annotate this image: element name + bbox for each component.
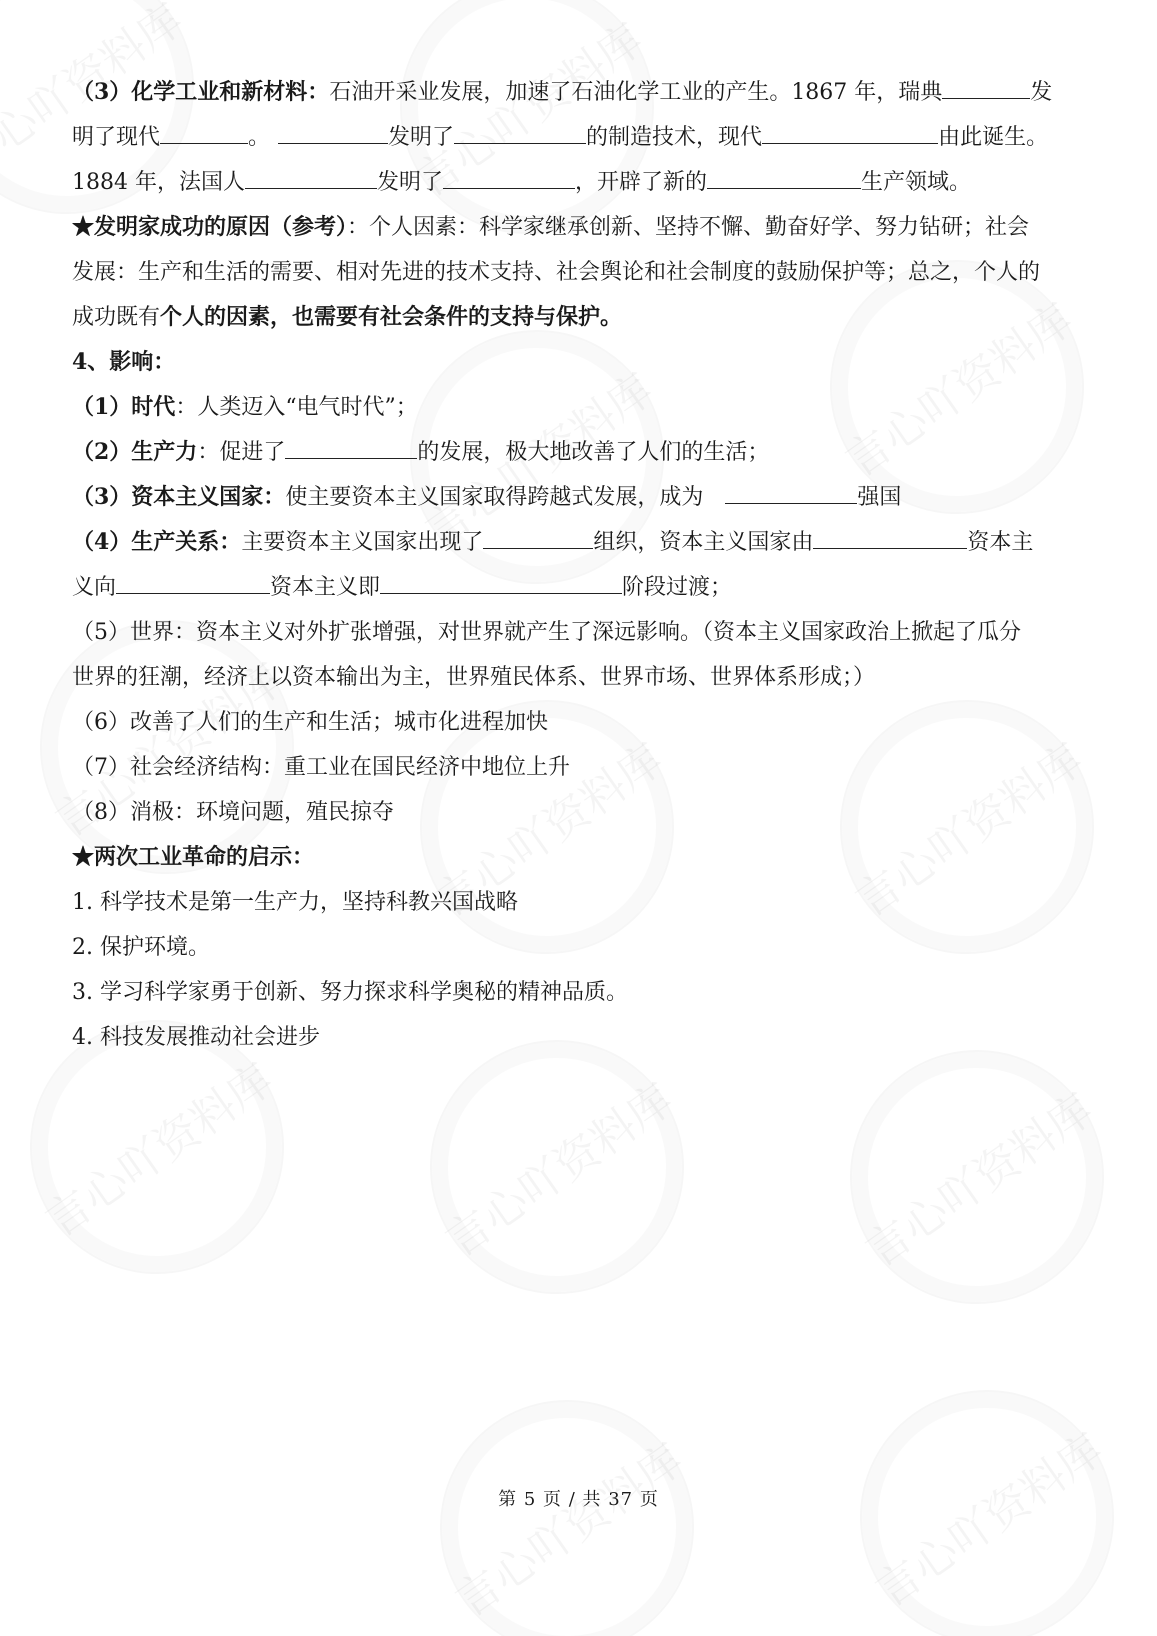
- fill-blank[interactable]: [942, 76, 1030, 99]
- text: ，开辟了新的: [575, 170, 708, 195]
- fill-blank[interactable]: [454, 121, 586, 144]
- list-item: [72, 925, 1092, 970]
- text: 由此诞生。: [938, 125, 1049, 150]
- text: 强国: [857, 485, 902, 510]
- text: 的发展，极大地改善了人们的生活；: [417, 440, 770, 465]
- page-footer: 第 5 页 / 共 37 页: [498, 1489, 659, 1510]
- fill-blank[interactable]: [285, 436, 417, 459]
- impact-item: [72, 610, 1092, 655]
- text: 资本主: [967, 530, 1034, 555]
- fill-blank[interactable]: [725, 481, 857, 504]
- list-item: [72, 970, 1092, 1015]
- fill-blank[interactable]: [380, 571, 622, 594]
- text: 发明了: [388, 125, 455, 150]
- impact-item: [72, 700, 1092, 745]
- paragraph-line: [72, 565, 1092, 610]
- text: 生产领域。: [861, 170, 972, 195]
- lessons-heading: [72, 835, 1092, 880]
- text: 组织，资本主义国家由: [593, 530, 814, 555]
- section-heading: ★发明家成功的原因（参考）: [72, 214, 348, 240]
- emphasis-text: 个人的因素，也需要有社会条件的支持与保护。: [160, 304, 623, 330]
- fill-blank[interactable]: [245, 166, 377, 189]
- text: （5）世界：资本主义对外扩张增强，对世界就产生了深远影响。（资本主义国家政治上掀起了瓜分: [72, 620, 1022, 645]
- fill-blank[interactable]: [762, 121, 938, 144]
- section-heading: 4、影响：: [72, 349, 176, 375]
- text: ：个人因素：科学家继承创新、坚持不懈、勤奋好学、努力钻研；社会: [347, 215, 1030, 240]
- paragraph-line: [72, 250, 1092, 295]
- text: 3. 学习科学家勇于创新、努力探求科学奥秘的精神品质。: [72, 980, 628, 1005]
- section-heading: （3）化学工业和新材料：: [72, 79, 330, 105]
- text: 资本主义即: [270, 575, 381, 600]
- impact-item: [72, 520, 1092, 565]
- fill-blank[interactable]: [707, 166, 861, 189]
- paragraph-line: [72, 115, 1092, 160]
- text: 4. 科技发展推动社会进步: [72, 1025, 320, 1050]
- text: 发: [1030, 80, 1053, 105]
- item-heading: （4）生产关系：: [72, 529, 242, 555]
- fill-blank[interactable]: [483, 526, 593, 549]
- impact-item: [72, 745, 1092, 790]
- text: 2. 保护环境。: [72, 935, 210, 960]
- fill-blank[interactable]: [443, 166, 575, 189]
- text: （8）消极：环境问题，殖民掠夺: [72, 800, 394, 825]
- item-heading: （1）时代: [72, 394, 176, 420]
- paragraph-line: [72, 160, 1092, 205]
- item-heading: （3）资本主义国家：: [72, 484, 286, 510]
- fill-blank[interactable]: [813, 526, 967, 549]
- fill-blank[interactable]: [116, 571, 270, 594]
- list-item: [72, 880, 1092, 925]
- text: ：人类迈入“电气时代”；: [175, 395, 418, 420]
- text: 发展：生产和生活的需要、相对先进的技术支持、社会舆论和社会制度的鼓励保护等；总之，个人的: [72, 260, 1041, 285]
- text: 成功既有: [72, 305, 161, 330]
- text: （7）社会经济结构：重工业在国民经济中地位上升: [72, 755, 570, 780]
- list-item: [72, 1015, 1092, 1060]
- page-content: [72, 70, 1092, 1060]
- text: 使主要资本主义国家取得跨越式发展，成为: [285, 485, 704, 510]
- fill-blank[interactable]: [278, 121, 388, 144]
- text: 主要资本主义国家出现了: [241, 530, 484, 555]
- impact-heading: [72, 340, 1092, 385]
- item-heading: （2）生产力: [72, 439, 198, 465]
- inventor-success-reasons: [72, 205, 1092, 250]
- section-heading: ★两次工业革命的启示：: [72, 844, 315, 870]
- paragraph-line: [72, 655, 1092, 700]
- text: 发明了: [376, 170, 443, 195]
- section-chemical-industry: [72, 70, 1092, 115]
- text: （6）改善了人们的生产和生活；城市化进程加快: [72, 710, 548, 735]
- paragraph-line: [72, 295, 1092, 340]
- text: ：促进了: [197, 440, 286, 465]
- fill-blank[interactable]: [160, 121, 248, 144]
- text: 。: [248, 125, 271, 150]
- text: 阶段过渡；: [622, 575, 733, 600]
- impact-item: [72, 790, 1092, 835]
- impact-item: [72, 385, 1092, 430]
- text: 义向: [72, 575, 117, 600]
- impact-item: [72, 475, 1092, 520]
- text: 明了现代: [72, 125, 161, 150]
- text: 的制造技术，现代: [586, 125, 763, 150]
- text: 1. 科学技术是第一生产力，坚持科教兴国战略: [72, 890, 518, 915]
- text: 1884 年，法国人: [72, 170, 245, 195]
- text: 世界的狂潮，经济上以资本输出为主，世界殖民体系、世界市场、世界体系形成；）: [72, 665, 876, 690]
- text: 石油开采业发展，加速了石油化学工业的产生。1867 年，瑞典: [329, 80, 943, 105]
- impact-item: [72, 430, 1092, 475]
